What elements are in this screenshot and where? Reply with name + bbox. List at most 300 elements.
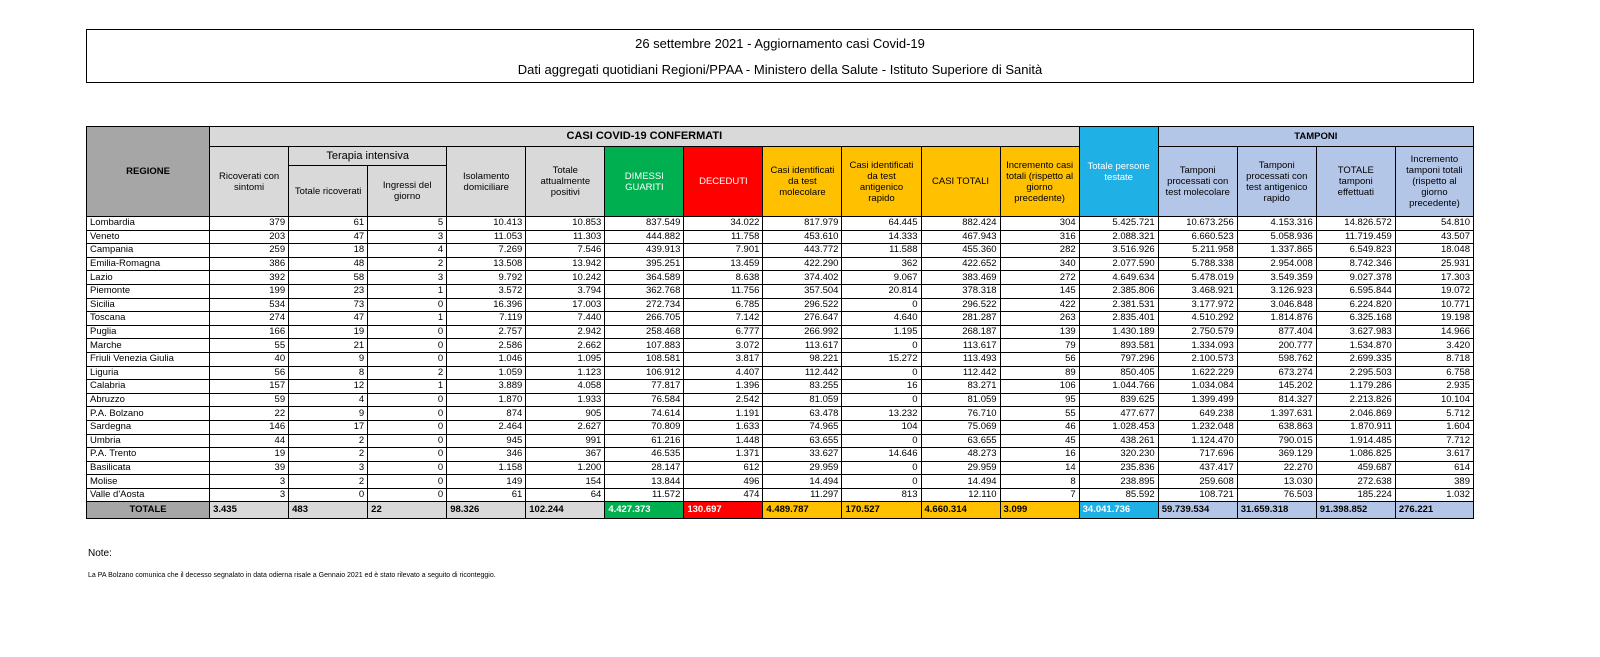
table-cell: 185.224	[1316, 488, 1395, 502]
table-cell: 1.914.485	[1316, 434, 1395, 448]
table-cell: 16.396	[447, 298, 526, 312]
table-cell: 1.028.453	[1079, 420, 1158, 434]
table-cell: 33.627	[763, 448, 842, 462]
table-cell: 85.592	[1079, 488, 1158, 502]
table-cell: 45	[1000, 434, 1079, 448]
table-cell: 108.581	[605, 352, 684, 366]
table-cell: 837.549	[605, 217, 684, 231]
table-row	[87, 380, 1474, 394]
table-row	[87, 420, 1474, 434]
table-cell: 64	[526, 488, 605, 502]
table-cell: 3.889	[447, 380, 526, 394]
table-cell: 3	[289, 461, 368, 475]
table-cell: 43.507	[1395, 230, 1473, 244]
table-cell: 203	[210, 230, 289, 244]
table-cell: 10.104	[1395, 393, 1473, 407]
table-cell: 107.883	[605, 339, 684, 353]
table-cell: 56	[210, 366, 289, 380]
table-cell: 340	[1000, 257, 1079, 271]
table-cell: 2.935	[1395, 380, 1473, 394]
table-row	[87, 325, 1474, 339]
table-cell: 14.333	[842, 230, 921, 244]
table-cell: 8.638	[684, 271, 763, 285]
region-name: Molise	[87, 475, 210, 489]
header-casi-totali: CASI TOTALI	[921, 147, 1000, 217]
table-cell: 11.572	[605, 488, 684, 502]
report-title-box	[86, 29, 1474, 83]
table-row	[87, 393, 1474, 407]
table-cell: 47	[289, 312, 368, 326]
report-subtitle: Dati aggregati quotidiani Regioni/PPAA - Ministero della Salute - Istituto Superiore di Sanità	[517, 62, 1043, 77]
table-cell: 5.058.936	[1237, 230, 1316, 244]
table-cell: 259.608	[1158, 475, 1237, 489]
table-cell: 839.625	[1079, 393, 1158, 407]
table-cell: 2.542	[684, 393, 763, 407]
table-cell: 9.067	[842, 271, 921, 285]
table-cell: 7.440	[526, 312, 605, 326]
table-cell: 0	[289, 488, 368, 502]
table-cell: 6.549.823	[1316, 244, 1395, 258]
table-row	[87, 217, 1474, 231]
table-cell: 1.200	[526, 461, 605, 475]
table-cell: 6.785	[684, 298, 763, 312]
table-cell: 2.662	[526, 339, 605, 353]
table-cell: 259	[210, 244, 289, 258]
region-name: Valle d'Aosta	[87, 488, 210, 502]
table-cell: 54.810	[1395, 217, 1473, 231]
header-tamponi-molecolare: Tamponi processati con test molecolare	[1158, 147, 1237, 217]
table-cell: 145.202	[1237, 380, 1316, 394]
table-cell: 2	[289, 475, 368, 489]
table-row	[87, 366, 1474, 380]
table-cell: 0	[842, 298, 921, 312]
table-cell: 1.430.189	[1079, 325, 1158, 339]
table-cell: 474	[684, 488, 763, 502]
table-cell: 7	[1000, 488, 1079, 502]
table-cell: 5.211.958	[1158, 244, 1237, 258]
table-cell: 4	[289, 393, 368, 407]
table-cell: 1.123	[526, 366, 605, 380]
table-cell: 3.177.972	[1158, 298, 1237, 312]
table-cell: 106	[1000, 380, 1079, 394]
table-cell: 1.032	[1395, 488, 1473, 502]
table-cell: 0	[368, 488, 447, 502]
table-cell: 1.191	[684, 407, 763, 421]
table-cell: 21	[289, 339, 368, 353]
table-cell: 5.712	[1395, 407, 1473, 421]
table-cell: 3.817	[684, 352, 763, 366]
table-cell: 1.397.631	[1237, 407, 1316, 421]
table-cell: 5.478.019	[1158, 271, 1237, 285]
table-cell: 18	[289, 244, 368, 258]
table-cell: 25.931	[1395, 257, 1473, 271]
table-cell: 272	[1000, 271, 1079, 285]
total-persone-testate: 34.041.736	[1079, 502, 1158, 519]
table-cell: 75.069	[921, 420, 1000, 434]
table-cell: 379	[210, 217, 289, 231]
table-cell: 70.809	[605, 420, 684, 434]
table-row	[87, 488, 1474, 502]
table-cell: 4	[368, 244, 447, 258]
table-cell: 2.835.401	[1079, 312, 1158, 326]
table-cell: 112.442	[921, 366, 1000, 380]
table-cell: 673.274	[1237, 366, 1316, 380]
header-guariti: DIMESSI GUARITI	[605, 147, 684, 217]
table-cell: 4.407	[684, 366, 763, 380]
table-cell: 6.758	[1395, 366, 1473, 380]
region-name: Basilicata	[87, 461, 210, 475]
table-cell: 11.297	[763, 488, 842, 502]
table-cell: 717.696	[1158, 448, 1237, 462]
table-cell: 149	[447, 475, 526, 489]
table-cell: 4.153.316	[1237, 217, 1316, 231]
total-cell: 3.435	[210, 502, 289, 519]
table-cell: 392	[210, 271, 289, 285]
total-cell: 483	[289, 502, 368, 519]
total-cell: 22	[368, 502, 447, 519]
table-cell: 1.633	[684, 420, 763, 434]
table-cell: 386	[210, 257, 289, 271]
region-name: P.A. Bolzano	[87, 407, 210, 421]
table-cell: 8.742.346	[1316, 257, 1395, 271]
table-cell: 272.638	[1316, 475, 1395, 489]
table-cell: 238.895	[1079, 475, 1158, 489]
table-cell: 6.224.820	[1316, 298, 1395, 312]
table-cell: 104	[842, 420, 921, 434]
table-cell: 0	[842, 393, 921, 407]
table-cell: 383.469	[921, 271, 1000, 285]
table-cell: 422.290	[763, 257, 842, 271]
table-cell: 15.272	[842, 352, 921, 366]
table-cell: 46.535	[605, 448, 684, 462]
table-cell: 89	[1000, 366, 1079, 380]
table-cell: 1.396	[684, 380, 763, 394]
table-cell: 813	[842, 488, 921, 502]
header-casi-molecolare: Casi identificati da test molecolare	[763, 147, 842, 217]
table-cell: 63.655	[921, 434, 1000, 448]
table-cell: 649.238	[1158, 407, 1237, 421]
table-cell: 0	[368, 352, 447, 366]
table-cell: 1	[368, 312, 447, 326]
table-cell: 47	[289, 230, 368, 244]
table-cell: 346	[447, 448, 526, 462]
table-cell: 455.360	[921, 244, 1000, 258]
header-incremento-tamponi: Incremento tamponi totali (rispetto al giorno precedente)	[1395, 147, 1473, 217]
total-cell: 98.326	[447, 502, 526, 519]
header-positivi: Totale attualmente positivi	[526, 147, 605, 217]
table-cell: 16	[842, 380, 921, 394]
table-cell: 2.750.579	[1158, 325, 1237, 339]
table-cell: 1.399.499	[1158, 393, 1237, 407]
table-cell: 44	[210, 434, 289, 448]
table-cell: 268.187	[921, 325, 1000, 339]
table-cell: 2.088.321	[1079, 230, 1158, 244]
total-guariti: 4.427.373	[605, 502, 684, 519]
region-name: Sardegna	[87, 420, 210, 434]
table-cell: 1.158	[447, 461, 526, 475]
table-cell: 1.448	[684, 434, 763, 448]
table-cell: 638.863	[1237, 420, 1316, 434]
table-cell: 395.251	[605, 257, 684, 271]
table-cell: 5	[368, 217, 447, 231]
table-cell: 13.844	[605, 475, 684, 489]
table-cell: 367	[526, 448, 605, 462]
table-cell: 945	[447, 434, 526, 448]
table-cell: 48.273	[921, 448, 1000, 462]
table-cell: 46	[1000, 420, 1079, 434]
total-cell: 276.221	[1395, 502, 1473, 519]
table-cell: 17.003	[526, 298, 605, 312]
table-cell: 2.627	[526, 420, 605, 434]
table-cell: 108.721	[1158, 488, 1237, 502]
table-cell: 8	[289, 366, 368, 380]
table-cell: 453.610	[763, 230, 842, 244]
table-cell: 18.048	[1395, 244, 1473, 258]
header-tamponi-totale: TOTALE tamponi effettuati	[1316, 147, 1395, 217]
header-ti-ingressi: Ingressi del giorno	[368, 166, 447, 217]
table-cell: 3.572	[447, 284, 526, 298]
table-cell: 1.095	[526, 352, 605, 366]
table-cell: 369.129	[1237, 448, 1316, 462]
total-cell: 170.527	[842, 502, 921, 519]
total-cell: 4.489.787	[763, 502, 842, 519]
table-cell: 459.687	[1316, 461, 1395, 475]
table-cell: 2.046.869	[1316, 407, 1395, 421]
table-cell: 378.318	[921, 284, 1000, 298]
table-cell: 8.718	[1395, 352, 1473, 366]
table-cell: 496	[684, 475, 763, 489]
table-cell: 320.230	[1079, 448, 1158, 462]
table-cell: 281.287	[921, 312, 1000, 326]
table-cell: 10.771	[1395, 298, 1473, 312]
table-cell: 81.059	[921, 393, 1000, 407]
table-cell: 1.232.048	[1158, 420, 1237, 434]
table-cell: 422.652	[921, 257, 1000, 271]
table-cell: 11.756	[684, 284, 763, 298]
table-cell: 95	[1000, 393, 1079, 407]
table-cell: 874	[447, 407, 526, 421]
table-cell: 0	[842, 366, 921, 380]
header-tamponi-antigenico: Tamponi processati con test antigenico rapido	[1237, 147, 1316, 217]
table-cell: 19	[210, 448, 289, 462]
table-cell: 1.086.825	[1316, 448, 1395, 462]
table-cell: 357.504	[763, 284, 842, 298]
report-title: 26 settembre 2021 - Aggiornamento casi Covid-19	[635, 36, 925, 51]
table-cell: 2.385.806	[1079, 284, 1158, 298]
header-ti-totale: Totale ricoverati	[289, 166, 368, 217]
table-cell: 19.072	[1395, 284, 1473, 298]
table-cell: 13.942	[526, 257, 605, 271]
table-cell: 3	[368, 271, 447, 285]
table-cell: 477.677	[1079, 407, 1158, 421]
table-cell: 14.494	[763, 475, 842, 489]
table-cell: 3.072	[684, 339, 763, 353]
table-cell: 11.719.459	[1316, 230, 1395, 244]
table-cell: 17.303	[1395, 271, 1473, 285]
region-name: Veneto	[87, 230, 210, 244]
table-cell: 316	[1000, 230, 1079, 244]
table-cell: 0	[368, 339, 447, 353]
table-cell: 364.589	[605, 271, 684, 285]
table-cell: 145	[1000, 284, 1079, 298]
table-cell: 74.614	[605, 407, 684, 421]
table-cell: 11.758	[684, 230, 763, 244]
table-cell: 266.705	[605, 312, 684, 326]
table-cell: 0	[368, 475, 447, 489]
table-cell: 13.232	[842, 407, 921, 421]
table-cell: 2.586	[447, 339, 526, 353]
table-cell: 3	[210, 475, 289, 489]
table-cell: 1.870.911	[1316, 420, 1395, 434]
table-cell: 1.870	[447, 393, 526, 407]
table-cell: 1	[368, 380, 447, 394]
table-cell: 2	[368, 366, 447, 380]
table-cell: 11.303	[526, 230, 605, 244]
table-cell: 58	[289, 271, 368, 285]
table-cell: 17	[289, 420, 368, 434]
table-cell: 797.296	[1079, 352, 1158, 366]
table-cell: 2.464	[447, 420, 526, 434]
table-cell: 0	[368, 461, 447, 475]
table-cell: 64.445	[842, 217, 921, 231]
table-cell: 1.622.229	[1158, 366, 1237, 380]
table-cell: 991	[526, 434, 605, 448]
region-name: Friuli Venezia Giulia	[87, 352, 210, 366]
table-cell: 882.424	[921, 217, 1000, 231]
total-row	[87, 502, 1474, 519]
table-cell: 282	[1000, 244, 1079, 258]
table-cell: 14.494	[921, 475, 1000, 489]
table-cell: 272.734	[605, 298, 684, 312]
table-cell: 814.327	[1237, 393, 1316, 407]
table-cell: 16	[1000, 448, 1079, 462]
table-cell: 263	[1000, 312, 1079, 326]
region-name: Toscana	[87, 312, 210, 326]
table-cell: 20.814	[842, 284, 921, 298]
table-cell: 83.271	[921, 380, 1000, 394]
header-casi-group: CASI COVID-19 CONFERMATI	[210, 127, 1080, 147]
table-cell: 598.762	[1237, 352, 1316, 366]
table-cell: 14.646	[842, 448, 921, 462]
table-cell: 7.119	[447, 312, 526, 326]
table-cell: 4.510.292	[1158, 312, 1237, 326]
region-name: Marche	[87, 339, 210, 353]
table-cell: 76.584	[605, 393, 684, 407]
table-cell: 276.647	[763, 312, 842, 326]
table-cell: 11.588	[842, 244, 921, 258]
total-cell: 102.244	[526, 502, 605, 519]
table-cell: 11.053	[447, 230, 526, 244]
table-cell: 5.425.721	[1079, 217, 1158, 231]
table-cell: 296.522	[763, 298, 842, 312]
table-cell: 877.404	[1237, 325, 1316, 339]
table-cell: 76.503	[1237, 488, 1316, 502]
table-cell: 166	[210, 325, 289, 339]
table-cell: 0	[842, 434, 921, 448]
table-cell: 13.459	[684, 257, 763, 271]
table-cell: 0	[368, 407, 447, 421]
table-row	[87, 434, 1474, 448]
table-cell: 4.649.634	[1079, 271, 1158, 285]
table-cell: 3.627.983	[1316, 325, 1395, 339]
table-cell: 438.261	[1079, 434, 1158, 448]
table-cell: 467.943	[921, 230, 1000, 244]
header-regione: REGIONE	[87, 127, 210, 217]
table-cell: 13.030	[1237, 475, 1316, 489]
table-cell: 7.712	[1395, 434, 1473, 448]
table-cell: 2.699.335	[1316, 352, 1395, 366]
table-cell: 4.640	[842, 312, 921, 326]
region-name: P.A. Trento	[87, 448, 210, 462]
table-cell: 5.788.338	[1158, 257, 1237, 271]
table-cell: 113.617	[921, 339, 1000, 353]
table-cell: 1.604	[1395, 420, 1473, 434]
table-cell: 0	[368, 434, 447, 448]
region-name: Campania	[87, 244, 210, 258]
table-cell: 6.777	[684, 325, 763, 339]
table-cell: 266.992	[763, 325, 842, 339]
table-cell: 55	[1000, 407, 1079, 421]
table-row	[87, 312, 1474, 326]
table-cell: 13.508	[447, 257, 526, 271]
region-name: Emilia-Romagna	[87, 257, 210, 271]
table-cell: 3.549.359	[1237, 271, 1316, 285]
region-name: Liguria	[87, 366, 210, 380]
header-persone-testate: Totale persone testate	[1079, 127, 1158, 217]
table-cell: 439.913	[605, 244, 684, 258]
notes-text: La PA Bolzano comunica che il decesso segnalato in data odierna risale a Gennaio 2021 ed è stato rilevato a seguito di riconteggio.	[88, 572, 496, 579]
table-cell: 0	[842, 475, 921, 489]
table-cell: 14	[1000, 461, 1079, 475]
table-cell: 1.046	[447, 352, 526, 366]
table-cell: 389	[1395, 475, 1473, 489]
table-cell: 8	[1000, 475, 1079, 489]
table-cell: 534	[210, 298, 289, 312]
table-cell: 2.942	[526, 325, 605, 339]
table-cell: 12	[289, 380, 368, 394]
table-cell: 362.768	[605, 284, 684, 298]
table-cell: 10.853	[526, 217, 605, 231]
table-cell: 77.817	[605, 380, 684, 394]
table-cell: 3.126.923	[1237, 284, 1316, 298]
table-cell: 61	[447, 488, 526, 502]
table-cell: 0	[368, 325, 447, 339]
table-row	[87, 244, 1474, 258]
region-name: Lazio	[87, 271, 210, 285]
table-cell: 790.015	[1237, 434, 1316, 448]
table-cell: 83.255	[763, 380, 842, 394]
table-cell: 7.269	[447, 244, 526, 258]
table-cell: 63.655	[763, 434, 842, 448]
table-cell: 74.965	[763, 420, 842, 434]
table-cell: 1.337.865	[1237, 244, 1316, 258]
table-cell: 23	[289, 284, 368, 298]
table-cell: 374.402	[763, 271, 842, 285]
table-cell: 1.371	[684, 448, 763, 462]
table-cell: 443.772	[763, 244, 842, 258]
table-cell: 139	[1000, 325, 1079, 339]
table-cell: 2.954.008	[1237, 257, 1316, 271]
total-label: TOTALE	[87, 502, 210, 519]
table-cell: 905	[526, 407, 605, 421]
table-cell: 0	[368, 393, 447, 407]
table-cell: 2.381.531	[1079, 298, 1158, 312]
region-name: Sicilia	[87, 298, 210, 312]
table-cell: 29.959	[763, 461, 842, 475]
table-cell: 9	[289, 407, 368, 421]
table-cell: 2	[289, 434, 368, 448]
header-incremento-casi: Incremento casi totali (rispetto al giorno precedente)	[1000, 147, 1079, 217]
